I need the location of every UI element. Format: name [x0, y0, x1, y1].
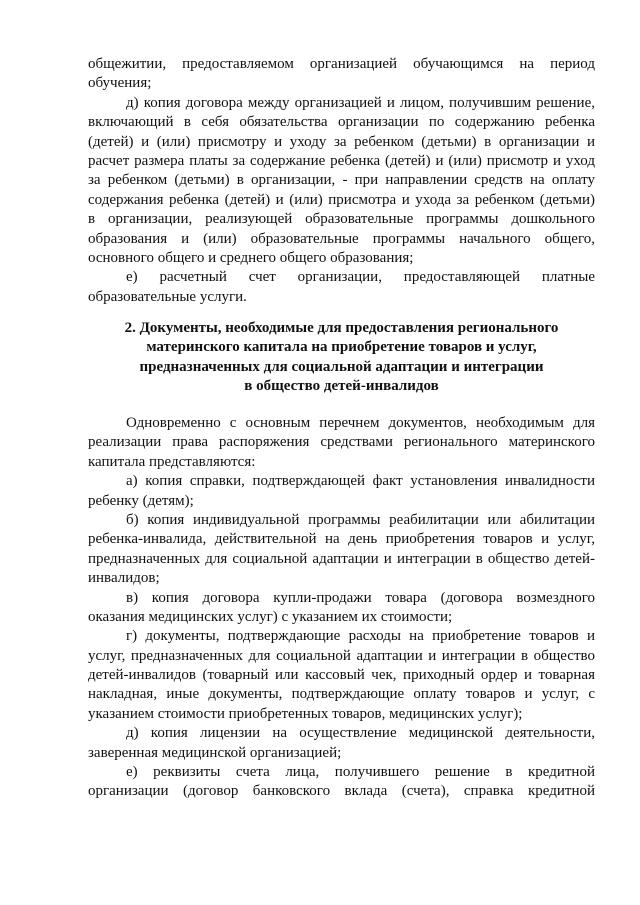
text-line: д) копия лицензии на осуществление медицинской деятельности,	[126, 725, 595, 742]
top-text-section	[88, 55, 595, 307]
text-line: образовательные услуги.	[88, 288, 247, 305]
text-line: реализации права распоряжения средствами регионального материнского	[88, 434, 595, 451]
text-line: д) копия договора между организацией и лицом, получившим решение,	[126, 94, 595, 111]
text-line: накладная, иные документы, подтверждающие оплату товаров и услуг, с	[88, 686, 595, 703]
text-line: в организации, реализующей образовательные программы дошкольного	[88, 211, 595, 228]
text-line: услуг, предназначенных для социальной адаптации и интеграции в общество	[88, 647, 595, 664]
heading-line: предназначенных для социальной адаптации и интеграции	[139, 358, 544, 375]
text-line: организации (договор банковского вклада (счета), справка кредитной	[88, 783, 595, 800]
text-line: ребенку (детям);	[88, 492, 194, 509]
text-line: предназначенных для социальной адаптации и интеграции в общество детей-	[88, 550, 595, 567]
text-line: обучения;	[88, 75, 152, 92]
text-line: включающий в себя обязательства организации по содержанию ребенка	[88, 114, 595, 131]
heading-line: материнского капитала на приобретение товаров и услуг,	[146, 339, 537, 356]
text-line: е) расчетный счет организации, предоставляющей платные	[126, 269, 595, 286]
section-heading	[88, 319, 595, 397]
text-line: а) копия справки, подтверждающей факт установления инвалидности	[126, 473, 595, 490]
text-line: основного общего и среднего общего образования;	[88, 249, 414, 266]
text-line: г) документы, подтверждающие расходы на приобретение товаров и	[126, 628, 595, 645]
text-line: детей-инвалидов (товарный или кассовый чек, приходный ордер и товарная	[88, 667, 595, 684]
text-line: расчет размера платы за содержание ребенка (детей) и (или) присмотр и уход	[88, 152, 595, 169]
text-line: указанием стоимости приобретенных товаров, медицинских услуг);	[88, 705, 523, 722]
text-line: (детей) и (или) присмотру и уходу за ребенком (детьми) в организации и	[88, 133, 595, 150]
text-line: оказания медицинских услуг) с указанием их стоимости;	[88, 608, 453, 625]
heading-line: 2. Документы, необходимые для предоставления регионального	[124, 320, 559, 336]
bottom-text-section	[88, 414, 595, 802]
text-line: инвалидов;	[88, 570, 160, 587]
text-line: б) копия индивидуальной программы реабилитации или абилитации	[126, 511, 595, 528]
text-line: за ребенком (детьми) в организации, - при направлении средств на оплату	[88, 172, 595, 189]
text-line: е) реквизиты счета лица, получившего решение в кредитной	[126, 764, 595, 781]
text-line: в) копия договора купли-продажи товара (договора возмездного	[126, 589, 595, 606]
text-line: заверенная медицинской организацией;	[88, 744, 342, 761]
text-line: Одновременно с основным перечнем документов, необходимым для	[126, 415, 595, 431]
text-line: ребенка-инвалида, действительной на день приобретения товаров и услуг,	[88, 531, 595, 548]
text-line: капитала представляются:	[88, 453, 256, 470]
heading-line: в общество детей-инвалидов	[244, 378, 439, 395]
text-line: общежитии, предоставляемом организацией обучающимся на период	[88, 56, 595, 72]
text-line: содержания ребенка (детей) и (или) присмотра и ухода за ребенком (детьми)	[88, 191, 595, 208]
text-line: образования и (или) образовательные программы начального общего,	[88, 230, 595, 247]
